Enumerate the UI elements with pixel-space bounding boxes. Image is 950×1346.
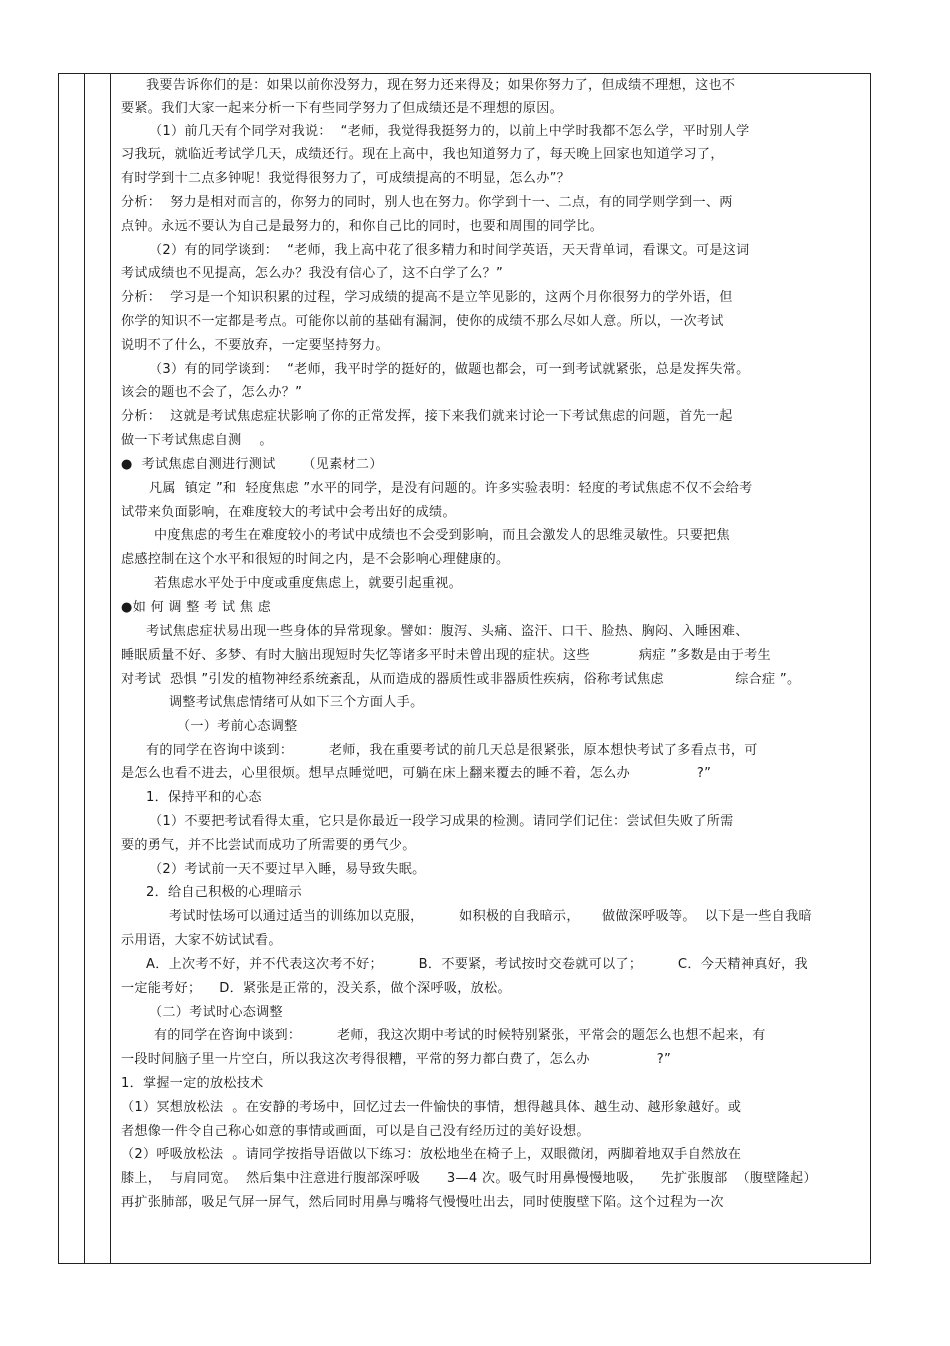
text-line: 习我玩，就临近考试学几天，成绩还行。现在上高中，我也知道努力了，每天晚上回家也知道学习了， xyxy=(121,147,724,162)
text-line: （1）冥想放松法 。在安静的考场中，回忆过去一件愉快的事情，想得越具体、越生动、越形象越好。或 xyxy=(121,1100,742,1115)
text-line: 点钟。永远不要认为自己是最努力的，和你自己比的同时，也要和周围的同学比。 xyxy=(121,219,604,234)
text-line: 1．保持平和的心态 xyxy=(146,790,262,805)
text-line: （2）呼吸放松法 。请同学按指导语做以下练习：放松地坐在椅子上，双眼微闭，两脚着地双手自然放在 xyxy=(121,1147,742,1162)
text-line: 试带来负面影响，在难度较大的考试中会考出好的成绩。 xyxy=(121,505,456,520)
text-line: 考试焦虑症状易出现一些身体的异常现象。譬如：腹泻、头痛、盗汗、口干、脸热、胸闷、入睡困难、 xyxy=(146,624,749,639)
column-divider xyxy=(84,74,85,1263)
text-line: 凡属 镇定 ”和 轻度焦虑 ”水平的同学，是没有问题的。许多实验表明：轻度的考试焦虑不仅不会给考 xyxy=(149,481,753,496)
text-line: （一）考前心态调整 xyxy=(177,719,298,734)
text-line: （1）不要把考试看得太重，它只是你最近一段学习成果的检测。请同学们记住：尝试但失败了所需 xyxy=(149,814,734,829)
text-line: 调整考试焦虑情绪可从如下三个方面人手。 xyxy=(169,695,424,710)
text-line: 1．掌握一定的放松技术 xyxy=(121,1076,264,1091)
text-line: 再扩张肺部，吸足气屏一屏气，然后同时用鼻与嘴将气慢慢吐出去，同时使腹壁下陷。这个过程为一次 xyxy=(121,1195,724,1210)
text-line: 考试时怯场可以通过适当的训练加以克服， 如积极的自我暗示， 做做深呼吸等。 以下是一些自我暗 xyxy=(169,909,812,924)
text-line: A．上次考不好，并不代表这次考不好； B．不要紧，考试按时交卷就可以了； C．今天精神真好，我 xyxy=(146,957,808,972)
text-line: （1）前几天有个同学对我说： “老师，我觉得我挺努力的，以前上中学时我都不怎么学，平时别人学 xyxy=(149,124,750,139)
text-line: 有的同学在咨询中谈到： 老师，我这次期中考试的时候特别紧张，平常会的题怎么也想不起来，有 xyxy=(154,1028,766,1043)
text-line: 该会的题也不会了，怎么办？” xyxy=(121,385,303,400)
text-line: 对考试 恐惧 ”引发的植物神经系统紊乱，从而造成的器质性或非器质性疾病，俗称考试焦虑 综合症 ”。 xyxy=(121,672,801,687)
text-line: 你学的知识不一定都是考点。可能你以前的基础有漏洞，使你的成绩不那么尽如人意。所以，一次考试 xyxy=(121,314,724,329)
text-line: 中度焦虑的考生在难度较小的考试中成绩也不会受到影响，而且会激发人的思维灵敏性。只要把焦 xyxy=(154,528,730,543)
text-line: 示用语，大家不妨试试看。 xyxy=(121,933,282,948)
text-line: 我要告诉你们的是：如果以前你没努力，现在努力还来得及；如果你努力了，但成绩不理想，这也不 xyxy=(146,78,736,93)
text-line: 要紧。我们大家一起来分析一下有些同学努力了但成绩还是不理想的原因。 xyxy=(121,101,563,116)
text-line: ● 考试焦虑自测进行测试 （见素材二） xyxy=(121,457,383,472)
text-line: 说明不了什么，不要放弃，一定要坚持努力。 xyxy=(121,338,389,353)
text-line: 做一下考试焦虑自测 。 xyxy=(121,433,273,448)
text-line: 分析： 学习是一个知识积累的过程，学习成绩的提高不是立竿见影的，这两个月你很努力的学外语，但 xyxy=(121,290,733,305)
text-line: 者想像一件令自己称心如意的事情或画面，可以是自己没有经历过的美好设想。 xyxy=(121,1124,590,1139)
text-line: （2）有的同学谈到： “老师，我上高中花了很多精力和时间学英语，天天背单词，看课文。可是这词 xyxy=(149,243,750,258)
text-line: 膝上， 与肩同宽。 然后集中注意进行腹部深呼吸 3—4 次。吸气时用鼻慢慢地吸， 先扩张腹部 （腹壁隆起） xyxy=(121,1171,817,1186)
text-line: 虑感控制在这个水平和很短的时间之内，是不会影响心理健康的。 xyxy=(121,552,510,567)
text-line: 有的同学在咨询中谈到： 老师，我在重要考试的前几天总是很紧张，原本想快考试了多看点书，可 xyxy=(146,743,758,758)
text-line: 是怎么也看不进去，心里很烦。想早点睡觉吧，可躺在床上翻来覆去的睡不着，怎么办 ?” xyxy=(121,766,712,781)
document-table xyxy=(58,73,871,1264)
column-divider xyxy=(110,74,111,1263)
text-line: 一定能考好； D．紧张是正常的，没关系，做个深呼吸，放松。 xyxy=(121,981,511,996)
text-line: 一段时间脑子里一片空白，所以我这次考得很糟，平常的努力都白费了，怎么办 ?” xyxy=(121,1052,672,1067)
text-line: 若焦虑水平处于中度或重度焦虑上，就要引起重视。 xyxy=(154,576,463,591)
text-line: 2．给自己积极的心理暗示 xyxy=(146,885,302,900)
text-line: 考试成绩也不见提高，怎么办？我没有信心了，这不白学了么？” xyxy=(121,266,504,281)
text-line: 分析： 这就是考试焦虑症状影响了你的正常发挥，接下来我们就来讨论一下考试焦虑的问题，首先一起 xyxy=(121,409,733,424)
text-line: 分析： 努力是相对而言的，你努力的同时，别人也在努力。你学到十一、二点，有的同学则学到一、两 xyxy=(121,195,733,210)
text-line: （二）考试时心态调整 xyxy=(149,1005,283,1020)
text-line: （3）有的同学谈到： “老师，我平时学的挺好的，做题也都会，可一到考试就紧张，总是发挥失常。 xyxy=(149,362,750,377)
text-line: 睡眠质量不好、多梦、有时大脑出现短时失忆等诸多平时未曾出现的症状。这些 病症 ”多数是由于考生 xyxy=(121,648,771,663)
text-line: ●如 何 调 整 考 试 焦 虑 xyxy=(121,600,272,615)
text-line: 要的勇气，并不比尝试而成功了所需要的勇气少。 xyxy=(121,838,416,853)
text-line: 有时学到十二点多钟呢！我觉得很努力了，可成绩提高的不明显，怎么办”？ xyxy=(121,171,571,186)
text-line: （2）考试前一天不要过早入睡，易导致失眠。 xyxy=(149,862,426,877)
